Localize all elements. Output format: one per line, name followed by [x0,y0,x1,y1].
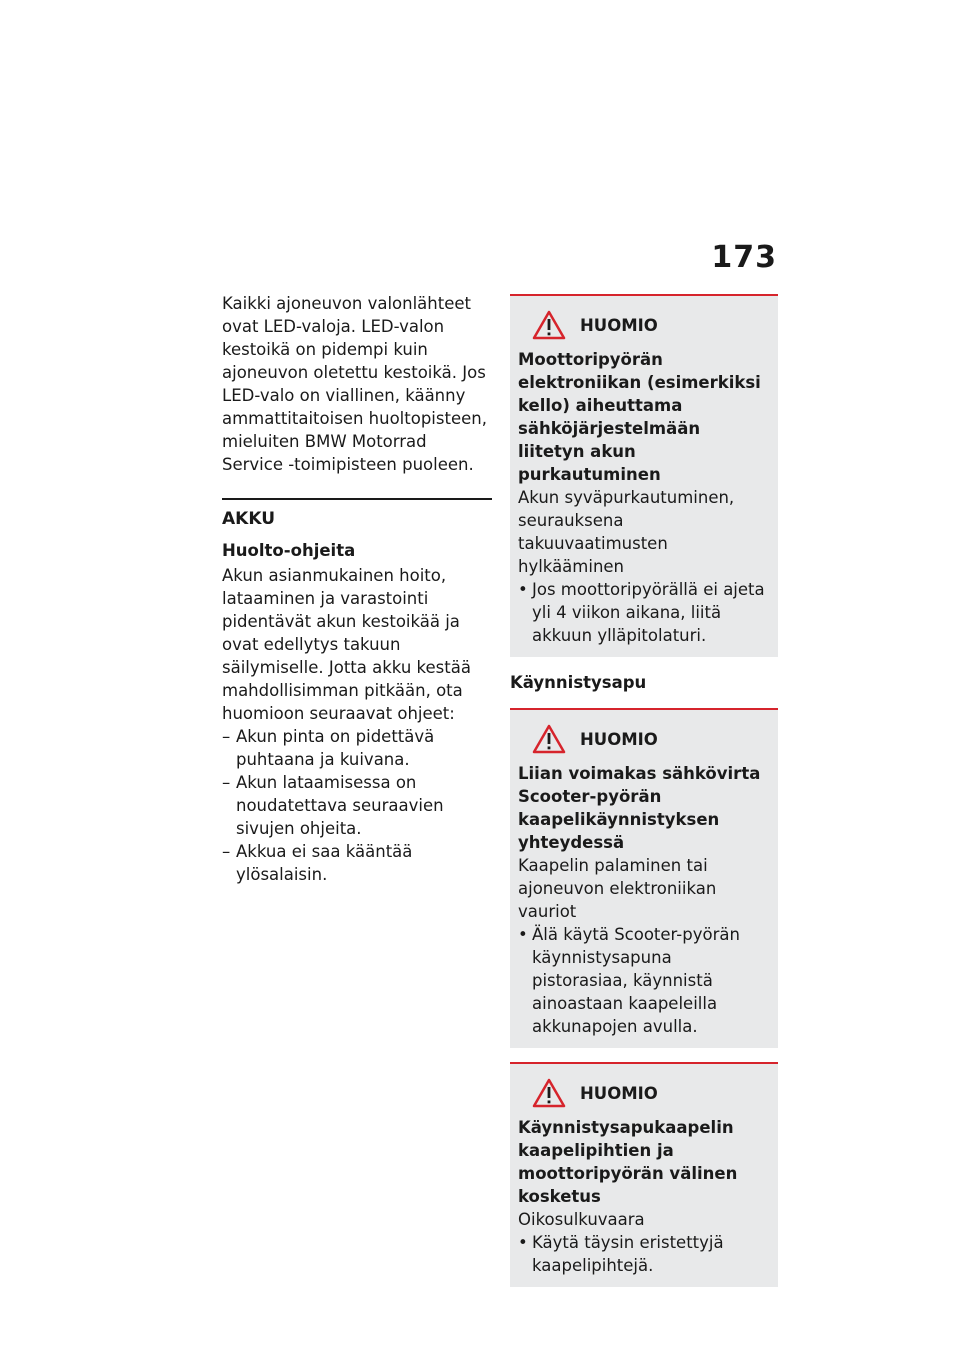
warning-notice-contact [510,1062,778,1287]
list-item: • Älä käytä Scooter-pyörän käynnistysapuna pistorasiaa, käynnistä ainoastaan kaapeleilla akkunapojen avulla. [518,925,740,1036]
notice-label: HUOMIO [580,1083,658,1103]
notice-header [532,1078,770,1108]
section-title-akku: AKKU [222,498,492,531]
battery-care-text: Akun asianmukainen hoito, lataaminen ja varastointi pidentävät akun kestoikää ja ovat edellytys takuun säilymiselle. Jotta akku kestää mahdollisimman pitkään, ota huomioon seuraavat ohjeet: [222,566,471,723]
warning-notice-discharge [510,294,778,657]
notice-title: Moottoripyörän elektroniikan (esimerkiksi kello) aiheuttama sähköjärjestelmään liitetyn akun purkautuminen [518,350,761,484]
page-number: 173 [711,240,777,275]
warning-triangle-icon [532,310,566,340]
list-item: – Akkua ei saa kääntää ylösalaisin. [222,842,413,884]
dash-marker: – [222,727,231,746]
warning-notice-current [510,708,778,1048]
notice-bullets [518,578,770,647]
warning-triangle-icon [532,724,566,754]
notice-body: Oikosulkuvaara [518,1210,645,1229]
bullet-marker: • [518,925,528,944]
notice-title: Käynnistysapukaapelin kaapelipihtien ja moottoripyörän välinen kosketus [518,1118,738,1206]
jump-start-heading: Käynnistysapu [510,673,647,692]
notice-bullets [518,923,770,1038]
notice-body: Kaapelin palaminen tai ajoneuvon elektroniikan vauriot [518,856,717,921]
list-item: • Jos moottoripyörällä ei ajeta yli 4 viikon aikana, liitä akkuun ylläpitolaturi. [518,580,765,645]
warning-triangle-icon [532,1078,566,1108]
notice-bullets [518,1231,770,1277]
bullet-marker: • [518,580,528,599]
list-item: – Akun pinta on pidettävä puhtaana ja kuivana. [222,727,435,769]
dash-marker: – [222,773,231,792]
list-item: • Käytä täysin eristettyjä kaapelipihtejä. [518,1233,724,1275]
right-column [510,294,778,1301]
bullet-marker: • [518,1233,528,1252]
dash-marker: – [222,842,231,861]
notice-title: Liian voimakas sähkövirta Scooter-pyörän kaapelikäynnistyksen yhteydessä [518,764,761,852]
subsection-title: Huolto-ohjeita [222,541,356,560]
list-item: – Akun lataamisessa on noudatettava seuraavien sivujen ohjeita. [222,773,444,838]
notice-header [532,724,770,754]
notice-label: HUOMIO [580,729,658,749]
care-instructions-list [222,725,492,886]
left-column [222,292,492,886]
notice-body: Akun syväpurkautuminen, seurauksena takuuvaatimusten hylkääminen [518,488,735,576]
notice-label: HUOMIO [580,315,658,335]
notice-header [532,310,770,340]
led-intro-text: Kaikki ajoneuvon valonlähteet ovat LED-valoja. LED-valon kestoikä on pidempi kuin ajoneuvon oletettu kestoikä. Jos LED-valo on viallinen, käänny ammattitaitoisen huoltopisteen, mieluiten BMW Motorrad Service -toimipisteen puoleen. [222,294,487,474]
